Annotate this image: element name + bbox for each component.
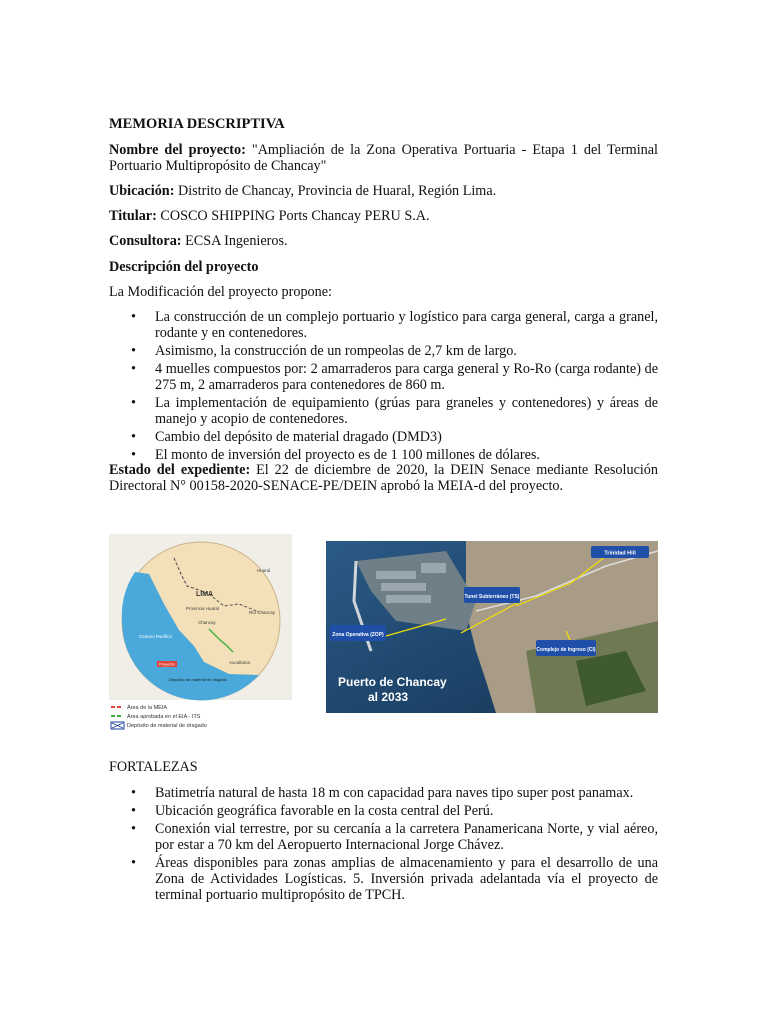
list-item: • Conexión vial terrestre, por su cercanía a la carretera Panamericana Norte, y vial aéreo, por estar a 70 km del Aeropuerto Internacional Jorge Chávez. [109, 821, 658, 853]
file-status-text: El 22 de diciembre de 2020, la DEIN Senace mediante Resolución Directoral N° 00158-2020-SENACE-PE/DEIN aprobó la MEIA-d del proyecto. [109, 462, 658, 494]
list-item: • Batimetría natural de hasta 18 m con capacidad para naves tipo super post panamax. [109, 785, 658, 801]
holder [109, 208, 658, 224]
photo-caption-1: Puerto de Chancay [338, 675, 447, 689]
holder-label: Titular: [109, 208, 157, 224]
consultant-label: Consultora: [109, 233, 182, 249]
map-label-river: Río Chancay [249, 610, 276, 615]
map-label-aucallama: Aucallama [229, 660, 251, 665]
location-label: Ubicación: [109, 183, 175, 199]
map-label-chancay: Chancay [198, 620, 216, 625]
map-label-project: Proyecto [159, 661, 175, 667]
photo-label-tunnel: Tunel Subterráneo (TS) [464, 594, 520, 600]
strengths-heading: FORTALEZAS [109, 759, 198, 775]
list-item: • Cambio del depósito de material dragado (DMD3) [109, 429, 658, 445]
map-label-province: Provincia Huaral [186, 606, 220, 611]
consultant-text: ECSA Ingenieros. [181, 233, 288, 249]
file-status [109, 462, 658, 494]
list-item: • La implementación de equipamiento (grúas para graneles y contenedores) y áreas de manejo y acopio de contenedores. [109, 395, 658, 427]
project-bullets [109, 309, 658, 465]
legend-meia: Área de la MEIA [127, 705, 168, 711]
consultant [109, 233, 658, 249]
legend-deposit: Depósito de material de dragado [127, 723, 207, 729]
strengths-bullets [109, 785, 658, 905]
map-label-deposit: Depósito de material de dragado [169, 677, 228, 682]
list-item: • La construcción de un complejo portuario y logístico para carga general, carga a granel, rodante y en contenedores. [109, 309, 658, 341]
location [109, 183, 658, 199]
photo-label-zop: Zona Operativa (ZOP) [332, 632, 384, 638]
list-item: • Asimismo, la construcción de un rompeolas de 2,7 km de largo. [109, 343, 658, 359]
file-status-label: Estado del expediente: [109, 462, 251, 478]
photo-label-trinidad: Trinidad Hill [604, 550, 636, 557]
map-label-huaral: Huaral [257, 568, 271, 573]
project-name [109, 142, 658, 174]
project-name-label: Nombre del proyecto: [109, 142, 246, 158]
location-text: Distrito de Chancay, Provincia de Huaral, Región Lima. [174, 183, 497, 199]
photo-label-ci: Complejo de Ingreso (CI) [536, 647, 596, 653]
location-map [109, 534, 292, 736]
map-label-ocean: Océano Pacífico [139, 634, 173, 639]
list-item: • Áreas disponibles para zonas amplias de almacenamiento y para el desarrollo de una Zona de Actividades Logísticas. 5. Inversión privada adelantada vía el proyecto de terminal portuario multipropósito de TPCH. [109, 855, 658, 903]
list-item: • 4 muelles compuestos por: 2 amarraderos para carga general y Ro-Ro (carga rodante) de 275 m, 2 amarraderos para contenedores de 860 m. [109, 361, 658, 393]
photo-caption-2: al 2033 [368, 690, 409, 704]
description-heading: Descripción del proyecto [109, 259, 259, 275]
list-item: • El monto de inversión del proyecto es de 1 100 millones de dólares. [109, 447, 658, 463]
document-title: MEMORIA DESCRIPTIVA [109, 116, 285, 132]
list-item: • Ubicación geográfica favorable en la costa central del Perú. [109, 803, 658, 819]
description-intro: La Modificación del proyecto propone: [109, 284, 332, 300]
port-aerial-image [326, 541, 658, 713]
map-label-lima: LIMA [196, 591, 214, 598]
project-name-text: "Ampliación de la Zona Operativa Portuaria - Etapa 1 del Terminal Portuario Multipropósito de Chancay" [109, 142, 658, 174]
legend-eia: Área aprobada en el EIA - ITS [127, 714, 201, 720]
holder-text: COSCO SHIPPING Ports Chancay PERU S.A. [156, 208, 430, 224]
